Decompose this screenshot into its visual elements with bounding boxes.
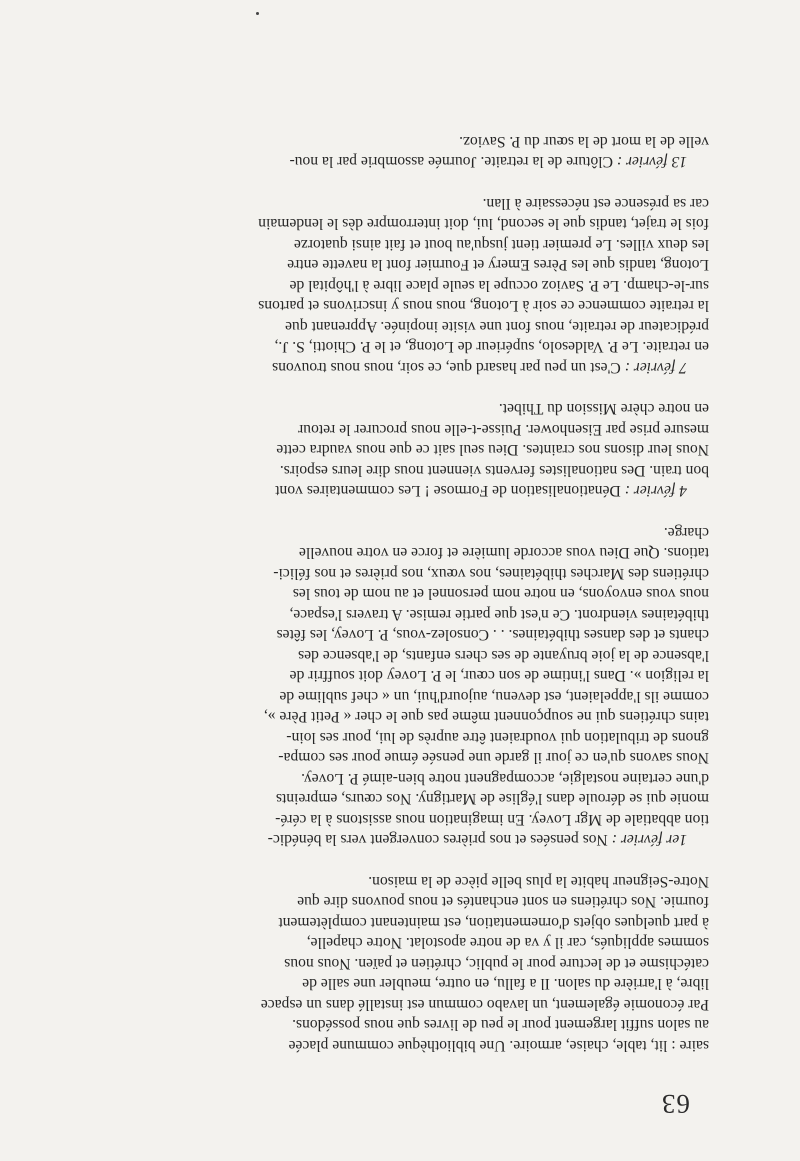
- text-line: chrétiens des Marches thibétaines, nos vœux, nos prières et nos félici-: [273, 565, 709, 582]
- text-line: charge.: [663, 524, 709, 541]
- page-number: 63: [661, 1089, 690, 1119]
- text-line: tations. Que Dieu vous accorde lumière et force en votre nouvelle: [298, 544, 709, 562]
- text-line: velle de la mort de la sœur du P. Savioz.: [459, 133, 709, 150]
- entry-date: 4 février :: [624, 482, 687, 500]
- text-line: saire : lit, table, chaise, armoire. Une bibliothèque commune placée: [288, 1037, 709, 1054]
- body-text: [100, 110, 709, 1056]
- entry-text: Clôture de la retraite. Journée assombrie par la nou-: [289, 153, 617, 171]
- text-line: libre, à l'arrière du salon. Il a fallu, en outre, meubler une salle de: [302, 975, 709, 993]
- paragraph-13-february: [100, 131, 709, 172]
- text-line: nous vous envoyons, en notre nom personnel et au nom de tous les: [292, 585, 709, 603]
- text-line: sur-le-champ. Le P. Savioz occupe la seule place libre à l'hôpital de: [289, 277, 709, 294]
- text-line: thibétaines viendront. Ce n'est que partie remise. A travers l'espace,: [289, 606, 709, 623]
- text-line: [100, 151, 709, 172]
- paragraph-4-february: [100, 398, 709, 501]
- entry-text: C'est un peu par hasard que, ce soir, nous nous trouvons: [272, 359, 625, 376]
- text-line: gnons de tribulation qui voudraient être auprès de lui, pour ses loin-: [286, 729, 709, 746]
- text-line: tains chrétiens qui ne soupçonnent même pas que le cher « Petit Père »,: [263, 708, 709, 726]
- text-line: les deux villes. Le premier tient jusqu'au bout et fait ainsi quatorze: [293, 236, 709, 253]
- text-line: car sa présence est nécessaire à Ilan.: [482, 195, 709, 212]
- text-line: la retraite commence ce soir à Lotong, nous nous y inscrivons et partons: [258, 297, 709, 315]
- text-line: Par économie également, un lavabo commun est installé dans un espace: [260, 996, 709, 1013]
- text-line: en retraite. Le P. Valdesolo, supérieur de Lotong, et le P. Chiotti, S. J.,: [274, 338, 709, 356]
- text-line: comme ils l'appelaient, est devenu, aujourd'hui, un « chef sublime de: [279, 688, 709, 705]
- paragraph-7-february: [100, 193, 709, 378]
- text-line: Nous leur disons nos craintes. Dieu seul sait ce que nous vaudra cette: [276, 441, 709, 459]
- entry-date: 13 février :: [616, 153, 687, 171]
- text-line: en notre chère Mission du Thibet.: [498, 400, 709, 418]
- text-line: chants et des danses thibétaines. . . Consolez-vous, P. Lovey, les fêtes: [276, 626, 709, 644]
- entry-date: 7 février :: [624, 359, 687, 376]
- text-line: fois le trajet, tandis que le second, lui, doit interrompre dès le lendemain: [258, 215, 709, 233]
- paragraph-furnishings: [100, 871, 709, 1056]
- text-line: l'absence de la joie bruyante de ses chers enfants, de l'absence des: [298, 647, 709, 664]
- text-line: mesure prise par Eisenhower. Puisse-t-elle nous procurer le retour: [298, 421, 709, 438]
- text-line: tion abbatiale de Mgr Lovey. En imagination nous assistons à la céré-: [275, 811, 709, 828]
- entry-text: Dénationalisation de Formose ! Les commentaires vont: [275, 482, 625, 500]
- text-line: au salon suffit largement pour le peu de livres que nous possédons.: [292, 1016, 709, 1034]
- text-line: Notre-Seigneur habite la plus belle pièce de la maison.: [368, 873, 709, 890]
- text-line: sommes appliqués, car il y va de notre apostolat. Notre chapelle,: [306, 934, 709, 952]
- text-line: la religion ». Dans l'intime de son cœur, le P. Lovey doit souffrir de: [289, 667, 709, 685]
- text-line: d'une certaine nostalgie, accompagnent notre bien-aimé P. Lovey.: [301, 770, 709, 787]
- text-line: Lotong, tandis que les Pères Emery et Fournier font la navette entre: [287, 256, 709, 274]
- paragraph-1-february: [100, 522, 709, 850]
- text-line: monie qui se déroule dans l'église de Martigny. Nos cœurs, empreints: [275, 790, 709, 808]
- text-line: bon train. Des nationalistes fervents viennent nous dire leurs espoirs.: [279, 462, 709, 479]
- text-line: fournie. Nos chrétiens en sont enchantés et nous pouvons dire que: [297, 893, 709, 911]
- text-line: [100, 357, 709, 378]
- text-line: catéchisme et de lecture pour le public, chrétien et païen. Nous nous: [284, 955, 709, 972]
- text-line: prédicateur de retraite, nous font une visite inopinée. Apprenant que: [285, 318, 709, 335]
- text-line: à part quelques objets d'ornementation, est maintenant complètement: [278, 914, 709, 931]
- entry-date: 1er février :: [611, 831, 687, 849]
- text-line: [100, 829, 709, 850]
- text-line: [100, 480, 709, 501]
- entry-text: Nos pensées et nos prières convergent vers la bénédic-: [267, 831, 612, 849]
- text-line: Nous savons qu'en ce jour il garde une pensée émue pour ses compa-: [278, 749, 709, 767]
